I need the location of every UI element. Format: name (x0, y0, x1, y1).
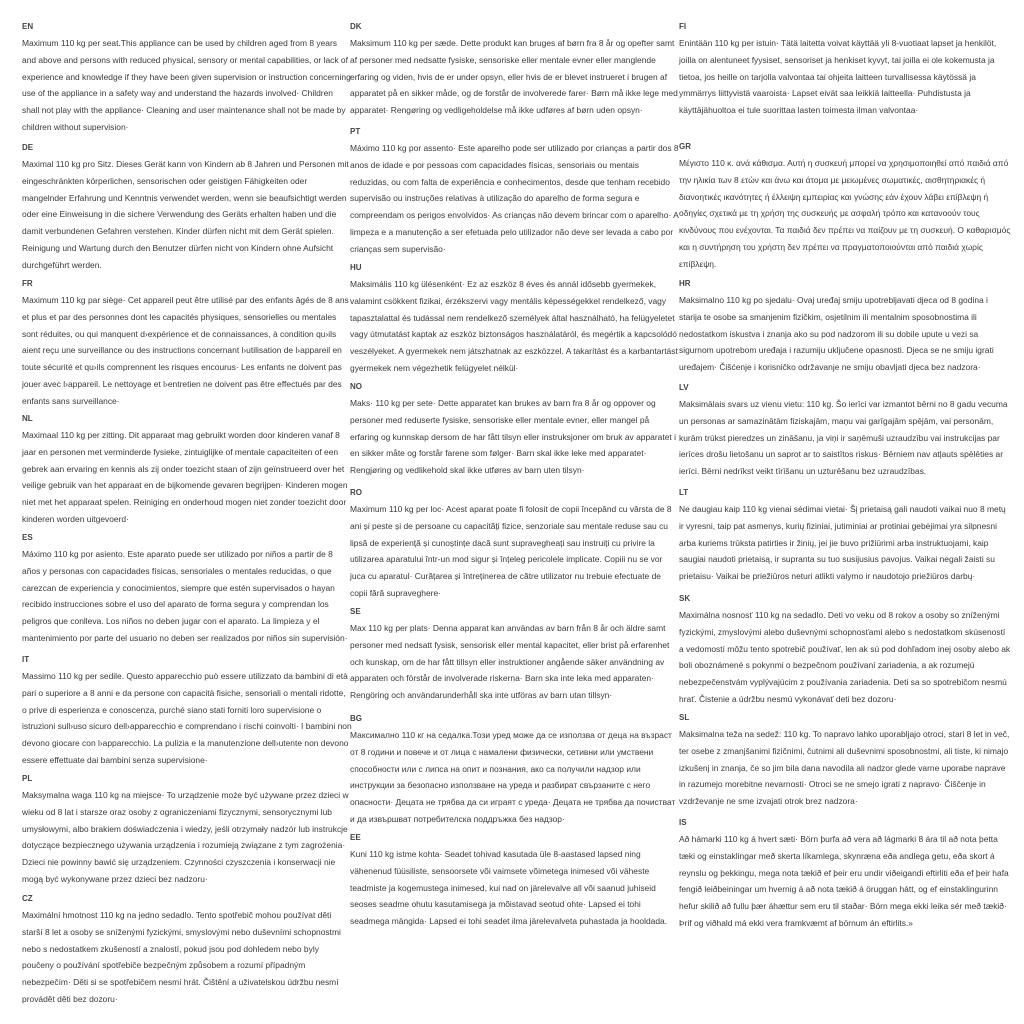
safety-text: Enintään 110 kg per istuin· Tätä laitetta voivat käyttää yli 8-vuotiaat lapset ja henkilöt, joilla on alentuneet fyysiset, sensoriset ja henkiset kyvyt, tai joilla ei ole kokemusta ja tietoa, jos heille on tarjolla valvontaa tai ohjeita laitteen turvallisessa käytössä ja ymmärrys liittyvistä vaaroista· Lapset eivät saa leikkiä laitteella· Puhdistusta ja käyttäjähuoltoa ei tule suorittaa lasten toimesta ilman valvontaa· (679, 38, 997, 116)
language-code: SK (679, 594, 691, 603)
safety-text: Maximálna nosnosť 110 kg na sedadlo. Deti vo veku od 8 rokov a osoby so zníženými fyzickými, zmyslovými alebo duševnými schopnosťami alebo s nedostatkom skúseností a vedomostí môžu tento spotrebič používať, len ak sú pod dohľadom inej osoby alebo ak boli oboznámené s pokynmi o bezpečnom používaní zariadenia, a ak rozumejú nebezpečenstvám vyplývajúcim z používania zariadenia. Deti sa so spotrebičom nesmú hrať. Čistenie a údržbu nesmú vykonávať deti bez dozoru· (679, 610, 1011, 704)
safety-text: Maximální hmotnost 110 kg na jedno sedadlo. Tento spotřebič mohou používat děti starší 8 let a osoby se sníženými fyzickými, smyslovými nebo duševními schopnostmi nebo s nedostatkem zkušeností a znalostí, pokud jsou pod dohledem nebo byly poučeny o používání spotřebiče bezpečným způsobem a rozumí případným nebezpečím· Děti si se spotřebičem nesmí hrát. Čištění a uživatelskou údržbu nesmí provádět děti bez dozoru· (22, 910, 341, 1004)
language-section-gr (679, 138, 1011, 273)
safety-text: Kuni 110 kg istme kohta· Seadet tohivad kasutada üle 8-aastased lapsed ning vähenenud füüsiliste, sensoorsete või vaimsete võimetega inimesed või väheste teadmiste ja kogemustega inimesed, kui nad on järelevalve all või saanud juhiseid seoses seadme ohutu kasutamisega ja mõistavad seotud ohte· Lapsed ei tohi seadmega mängida· Lapsed ei tohi seadet ilma järelevalveta puhastada ja hooldada. (350, 849, 668, 927)
language-section-no (350, 378, 680, 479)
safety-text: Massimo 110 kg per sedile. Questo apparecchio può essere utilizzato da bambini di età pari o superiore a 8 anni e da persone con capacità fisiche, sensoriali o mentali ridotte, o prive di esperienza e conoscenza, purché siano stati forniti loro supervisione o istruzioni sull›uso sicuro dell›apparecchio e comprendano i rischi coinvolti· I bambini non devono giocare con l›apparecchio. La pulizia e la manutenzione dell›utente non devono essere effettuate dai bambini senza supervisione· (22, 671, 352, 765)
language-code: EN (22, 22, 34, 31)
language-code: DE (22, 143, 34, 152)
language-code: LV (679, 383, 689, 392)
language-section-lv (679, 379, 1011, 480)
language-section-hr (679, 275, 1011, 376)
language-section-dk (350, 18, 680, 119)
language-code: PL (22, 774, 33, 783)
language-code: FI (679, 22, 687, 31)
safety-text: Að hámarki 110 kg á hvert sæti· Börn þurfa að vera að lágmarki 8 ára til að nota þetta tæki og einstaklingar með skerta líkamlega, skynræna eða andlega getu, eða skort á reynslu og þekkingu, mega nota tækið ef þeir eru undir viðeigandi eftirliti eða ef þeir hafa fengið leiðbeiningar um hvernig á að nota tækið á öruggan hátt, og ef einstaklingurinn hefur skilið að fullu þær áhættur sem eru til staðar· Börn mega ekki leika sér með tækið· Þrif og viðhald má ekki vera framkvæmt af börnum án eftirlits.» (679, 834, 1009, 928)
language-section-ee (350, 829, 680, 930)
language-section-fi (679, 18, 1011, 119)
language-code: EE (350, 833, 361, 842)
language-code: HR (679, 279, 691, 288)
language-section-se (350, 603, 680, 704)
language-section-en (22, 18, 352, 136)
language-section-nl (22, 410, 352, 528)
safety-text: Maksimum 110 kg per sæde. Dette produkt kan bruges af børn fra 8 år og opefter samt af personer med nedsatte fysiske, sensoriske eller mentale evner eller manglende erfaring og viden, hvis de er under opsyn, eller hvis de er blevet instrueret i brugen af apparatet på en sikker måde, og de forstår de involverede farer· Børn må ikke lege med apparatet· Rengøring og vedligeholdelse må ikke udføres af børn uden opsyn· (350, 38, 678, 116)
language-code: FR (22, 279, 33, 288)
language-section-es (22, 529, 352, 647)
language-section-lt (679, 484, 1011, 585)
language-code: RO (350, 488, 362, 497)
safety-text: Ne daugiau kaip 110 kg vienai sėdimai vietai· Šį prietaisą gali naudoti vaikai nuo 8 metų ir vyresni, taip pat asmenys, kurių fiziniai, jutiminiai ar protiniai gebėjimai yra silpnesni arba kuriems trūksta patirties ir žinių, jei jie buvo prižiūrimi arba instruktuojami, kaip saugiai naudoti prietaisą, ir supranta su tuo susijusius pavojus. Vaikai negali žaisti su prietaisu· Vaikai be priežiūros neturi atlikti valymo ir naudotojo priežiūros darbų· (679, 504, 1006, 582)
language-section-pl (22, 770, 352, 888)
safety-text: Maximum 110 kg per loc· Acest aparat poate fi folosit de copii începând cu vârsta de 8 ani și peste și de persoane cu capacități fizice, senzoriale sau mentale reduse sau cu lipsă de experiență și cunoștințe dacă sunt supravegheați sau instruiți cu privire la utilizarea aparatului într-un mod sigur și înțeleg pericolele implicate. Copiii nu se vor juca cu aparatul· Curățarea și întreținerea de către utilizator nu trebuie efectuate de copii fără supraveghere· (350, 504, 672, 598)
safety-text: Maksimālais svars uz vienu vietu: 110 kg. Šo ierīci var izmantot bērni no 8 gadu vecuma un personas ar samazinātām fiziskajām, maņu vai garīgajām spējām, vai personām, kurām trūkst pieredzes un zināšanu, ja viņi ir saņēmuši uzraudzību vai instrukcijas par ierīces drošu lietošanu un saprot ar to saistītos riskus· Bērniem nav atļauts spēlēties ar ierīci. Bērni nedrīkst veikt tīrīšanu un uzturēšanu bez uzraudzības. (679, 399, 1008, 477)
language-code: IT (22, 655, 30, 664)
safety-text: Maksymalna waga 110 kg na miejsce· To urządzenie może być używane przez dzieci w wieku od 8 lat i starsze oraz osoby z ograniczeniami fizycznymi, sensorycznymi lub umysłowymi, albo brakiem doświadczenia i wiedzy, jeśli otrzymały nadzór lub instrukcje dotyczące bezpiecznego używania urządzenia i rozumieją związane z tym zagrożenia· Dzieci nie powinny bawić się urządzeniem. Czynności czyszczenia i konserwacji nie mogą być wykonywane przez dzieci bez nadzoru· (22, 790, 349, 884)
language-section-bg (350, 710, 680, 828)
safety-text: Maksimális 110 kg ülésenként· Ez az eszköz 8 éves és annál idősebb gyermekek, valamint csökkent fizikai, érzékszervi vagy mentális képességekkel rendelkező, vagy tapasztalattal és tudással nem rendelkező személyek által használható, ha felügyeletet vagy útmutatást kaptak az eszköz biztonságos használatáról, és megértik a kapcsolódó veszélyeket. A gyermekek nem játszhatnak az eszközzel. A takarítást és a karbantartást gyermekek nem végezhetik felügyelet nélkül· (350, 279, 678, 373)
language-code: SL (679, 713, 690, 722)
safety-text: Maksimalno 110 kg po sjedalu· Ovaj uređaj smiju upotrebljavati djeca od 8 godina i starija te osobe sa smanjenim fizičkim, osjetilnim ili mentalnim sposobnostima ili nedostatkom iskustva i znanja ako su pod nadzorom ili su dobile upute u vezi sa sigurnom upotrebom uređaja i razumiju uključene opasnosti. Djeca se ne smiju igrati uređajem· Čišćenje i korisničko održavanje ne smiju obavljati djeca bez nadzora· (679, 295, 994, 373)
language-code: BG (350, 714, 362, 723)
language-section-sl (679, 709, 1011, 810)
language-code: HU (350, 263, 362, 272)
safety-text: Μέγιστο 110 κ. ανά κάθισμα. Αυτή η συσκευή μπορεί να χρησιμοποιηθεί από παιδιά από την ηλικία των 8 ετών και άνω και άτομα με μειωμένες σωματικές, αισθητηριακές ή διανοητικές ικανότητες ή έλλειψη εμπειρίας και γνώσης εάν έχουν λάβει επίβλεψη ή οδηγίες σχετικά με τη χρήση της συσκευής με ασφαλή τρόπο και κατανοούν τους κινδύνους που ενέχονται. Τα παιδιά δεν πρέπει να παίζουν με τη συσκευή. Ο καθαρισμός και η συντήρηση του χρήστη δεν πρέπει να πραγματοποιούνται από παιδιά χωρίς επίβλεψη. (679, 158, 1011, 269)
language-section-sk (679, 590, 1011, 708)
safety-text: Max 110 kg per plats· Denna apparat kan användas av barn från 8 år och äldre samt personer med nedsatt fysisk, sensorisk eller mental kapacitet, eller brist på erfarenhet och kunskap, om de har fått tillsyn eller instruktioner angående säker användning av apparaten och förstår de involverade riskerna· Barn ska inte leka med apparaten· Rengöring och användarunderhåll ska inte utföras av barn utan tillsyn· (350, 623, 670, 701)
language-code: NO (350, 382, 362, 391)
language-code: SE (350, 607, 361, 616)
language-section-is (679, 814, 1011, 932)
language-code: IS (679, 818, 687, 827)
safety-text: Maximal 110 kg pro Sitz. Dieses Gerät kann von Kindern ab 8 Jahren und Personen mit eingeschränkten körperlichen, sensorischen oder geistigen Fähigkeiten oder mangelnder Erfahrung und Kenntnis verwendet werden, wenn sie beaufsichtigt werden oder eine Einweisung in die sichere Verwendung des Geräts erhalten haben und die damit verbundenen Gefahren verstehen. Kinder dürfen nicht mit dem Gerät spielen. Reinigung und Wartung durch den Benutzer dürfen nicht von Kindern ohne Aufsicht durchgeführt werden. (22, 159, 349, 270)
safety-text: Maximaal 110 kg per zitting. Dit apparaat mag gebruikt worden door kinderen vanaf 8 jaar en personen met verminderde fysieke, zintuiglijke of mentale capaciteiten of een gebrek aan ervaring en kennis als zij onder toezicht staan of zijn geïnstrueerd over het veilige gebruik van het apparaat en de bijkomende gevaren begrijpen· Kinderen mogen niet met het apparaat spelen. Reiniging en onderhoud mogen niet zonder toezicht door kinderen worden uitgevoerd· (22, 430, 348, 524)
safety-text: Máximo 110 kg por assento· Este aparelho pode ser utilizado por crianças a partir dos 8 anos de idade e por pessoas com capacidades físicas, sensoriais ou mentais reduzidas, ou com falta de experiência e conhecimentos, desde que tenham recebido supervisão ou instruções relativas à utilização do aparelho de forma segura e compreendam os perigos envolvidos· As crianças não devem brincar com o aparelho· A limpeza e a manutenção a ser efetuada pelo utilizador não deve ser levada a cabo por crianças sem supervisão· (350, 143, 679, 254)
language-section-fr (22, 275, 352, 410)
language-section-hu (350, 259, 680, 377)
language-section-pt (350, 123, 680, 258)
language-code: ES (22, 533, 33, 542)
safety-text: Maximum 110 kg par siège· Cet appareil peut être utilisé par des enfants âgés de 8 ans et plus et par des personnes dont les capacités physiques, sensorielles ou mentales sont réduites, ou qui manquent d›expérience et de connaissances, à condition qu›ils aient reçu une surveillance ou des instructions concernant l›utilisation de l›appareil en toute sécurité et qu›ils comprennent les risques encourus· Les enfants ne doivent pas jouer avec l›appareil. Le nettoyage et l›entretien ne doivent pas être effectués par des enfants sans surveillance· (22, 295, 349, 406)
safety-text: Maks· 110 kg per sete· Dette apparatet kan brukes av barn fra 8 år og oppover og personer med reduserte fysiske, sensoriske eller mentale evner, eller mangel på erfaring og kunnskap dersom de har fått tilsyn eller instruksjoner om bruk av apparatet i en sikker måte og forstår farene som følger· Barn skal ikke leke med apparatet· Rengjøring og vedlikehold skal ikke utføres av barn uten tilsyn· (350, 398, 676, 476)
language-code: LT (679, 488, 689, 497)
language-section-cz (22, 890, 352, 1008)
language-section-it (22, 651, 352, 769)
language-code: NL (22, 414, 33, 423)
language-code: DK (350, 22, 362, 31)
safety-text: Максимално 110 кг на седалка.Този уред може да се използва от деца на възраст от 8 години и повече и от лица с намалени физически, сетивни или умствени способности или с липса на опит и познания, ако са получили надзор или инструкции за безопасно използване на уреда и разбират свързаните с него опасности· Децата не трябва да си играят с уреда· Децата не трябва да почистват и да извършват потребителска поддръжка без надзор· (350, 730, 676, 824)
language-code: PT (350, 127, 361, 136)
language-section-ro (350, 484, 680, 602)
safety-text: Maksimalna teža na sedež: 110 kg. To napravo lahko uporabljajo otroci, stari 8 let in več, ter osebe z zmanjšanimi fizičnimi, čutnimi ali duševnimi sposobnostmi, ali tiste, ki nimajo izkušenj in znanja, če so jim bila dana navodila ali nadzor glede varne uporabe naprave in razumejo morebitne nevarnosti· Otroci se ne smejo igrati z napravo· Čiščenje in vzdrževanje ne sme izvajati otrok brez nadzora· (679, 729, 1010, 807)
safety-text: Máximo 110 kg por asiento. Este aparato puede ser utilizado por niños a partir de 8 años y personas con capacidades físicas, sensoriales o mentales reducidas, o que carezcan de experiencia y conocimientos, siempre que estén supervisados o hayan recibido instrucciones sobre el uso del aparato de forma segura y comprendan los peligros que conlleva. Los niños no deben jugar con el aparato. La limpieza y el mantenimiento por parte del usuario no deben ser realizados por niños sin supervisión· (22, 549, 348, 643)
language-code: CZ (22, 894, 33, 903)
language-code: GR (679, 142, 691, 151)
safety-text: Maximum 110 kg per seat.This appliance can be used by children aged from 8 years and above and persons with reduced physical, sensory or mental capabilities, or lack of experience and knowledge if they have been given supervision or instruction concerning use of the appliance in a safety way and understand the hazards involved· Children shall not play with the appliance· Cleaning and user maintenance shall not be made by children without supervision· (22, 38, 351, 132)
language-section-de (22, 139, 352, 274)
